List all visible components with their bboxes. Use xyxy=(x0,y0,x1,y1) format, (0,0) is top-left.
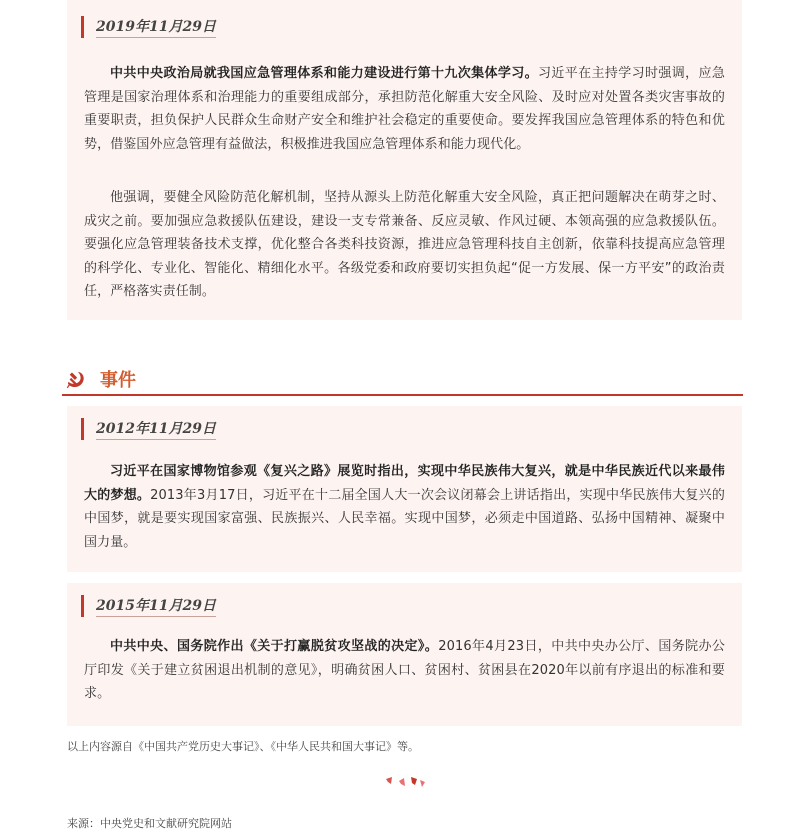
date-header xyxy=(81,595,216,617)
entry-card-2019 xyxy=(67,0,742,320)
section-header xyxy=(62,364,743,396)
entry-body: 2013年3月17日，习近平在十二届全国人大一次会议闭幕会上讲话指出，实现中华民族伟大复兴的中国梦，就是要实现国家富强、民族振兴、人民幸福。实现中国梦，必须走中国道路、弘扬中国精神、凝聚中国力量。 xyxy=(84,487,725,550)
entry-paragraph xyxy=(84,460,725,554)
entry-card-2015 xyxy=(67,583,742,726)
entry-card-2012 xyxy=(67,406,742,572)
section-divider xyxy=(62,394,743,396)
entry-body: 2016年4月23日，中共中央办公厅、国务院办公厅印发《关于建立贫困退出机制的意见》，明确贫困人口、贫困村、贫困县在2020年以前有序退出的标准和要求。 xyxy=(84,639,725,702)
entry-date: 2015年11月29日 xyxy=(96,595,216,617)
entry-headline: 中共中央、国务院作出《关于打赢脱贫攻坚战的决定》。 xyxy=(110,639,439,654)
hammer-sickle-icon xyxy=(65,369,87,391)
entry-paragraph xyxy=(84,62,725,156)
entry-headline: 中共中央政治局就我国应急管理体系和能力建设进行第十九次集体学习。 xyxy=(110,66,539,81)
entry-paragraph: 他强调，要健全风险防范化解机制，坚持从源头上防范化解重大安全风险，真正把问题解决在萌芽之时、成灾之前。要加强应急救援队伍建设，建设一支专常兼备、反应灵敏、作风过硬、本领高强的应急救援队伍。要强化应急管理装备技术支撑，优化整合各类科技资源，推进应急管理科技自主创新，依靠科技提高应急管理的科学化、专业化、智能化、精细化水平。各级党委和政府要切实担负起“促一方发展、保一方平安”的政治责任，严格落实责任制。 xyxy=(84,190,725,300)
date-header xyxy=(81,418,216,440)
date-accent-bar xyxy=(81,595,84,617)
entry-date: 2012年11月29日 xyxy=(96,418,216,440)
entry-headline: 习近平在国家博物馆参观《复兴之路》展览时指出，实现中华民族伟大复兴，就是中华民族近代以来最伟大的梦想。 xyxy=(84,464,725,503)
entry-paragraph xyxy=(84,635,725,706)
date-accent-bar xyxy=(81,16,84,38)
entry-date: 2019年11月29日 xyxy=(96,16,216,38)
source-note: 以上内容源自《中国共产党历史大事记》、《中华人民共和国大事记》等。 xyxy=(67,740,419,753)
section-title: 事件 xyxy=(100,370,136,391)
date-header xyxy=(81,16,216,38)
date-accent-bar xyxy=(81,418,84,440)
entry-body: 习近平在主持学习时强调，应急管理是国家治理体系和治理能力的重要组成部分，承担防范化解重大安全风险、及时应对处置各类灾害事故的重要职责，担负保护人民群众生命财产安全和维护社会稳定的重要使命。要发挥我国应急管理体系的特色和优势，借鉴国外应急管理有益做法，积极推进我国应急管理体系和能力现代化。 xyxy=(84,66,725,152)
source-line: 来源：中央党史和文献研究院网站 xyxy=(67,817,232,830)
decorative-flags-icon xyxy=(383,775,427,789)
